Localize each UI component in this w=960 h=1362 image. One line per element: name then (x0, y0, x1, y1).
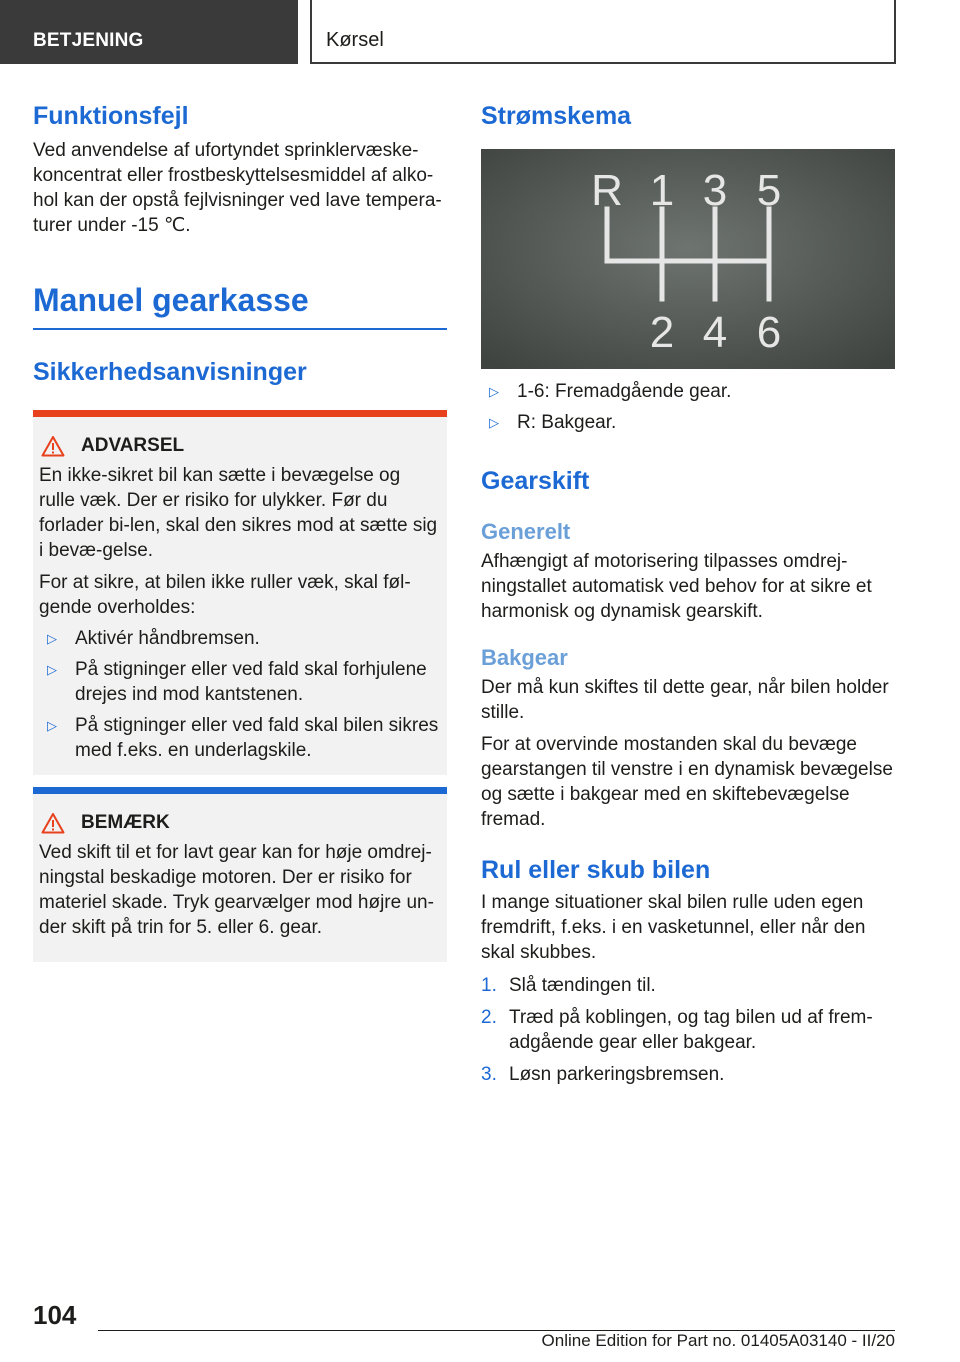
note-title: BEMÆRK (81, 812, 170, 833)
warning-box (33, 410, 447, 775)
note-bar (33, 787, 447, 794)
triangle-bullet-icon: ▷ (47, 662, 57, 677)
warning-triangle-icon (41, 812, 65, 834)
warning-title-row (39, 435, 441, 457)
list-item: 1. Slå tændingen til. (481, 975, 656, 996)
footer-edition: Online Edition for Part no. 01405A03140 - II/20 (541, 1331, 895, 1350)
header-section-label: BETJENING (33, 30, 144, 51)
reverse-text-1: Der må kun skiftes til dette gear, når bilen holder stille. (481, 677, 889, 723)
list-item: ▷ 1-6: Fremadgående gear. (489, 381, 732, 402)
warning-text-2: For at sikre, at bilen ikke ruller væk, skal føl-gende overholdes: (39, 572, 411, 618)
reverse-heading: Bakgear (481, 645, 568, 670)
roll-text: I mange situationer skal bilen rulle uden egen fremdrift, f.eks. i en vasketunnel, eller når den skal skubbes. (481, 892, 866, 963)
main-heading: Manuel gearkasse (33, 282, 309, 318)
gear-shift-pattern-image (481, 149, 895, 369)
list-item: ▷ Aktivér håndbremsen. (47, 628, 260, 649)
triangle-bullet-icon: ▷ (489, 384, 499, 399)
warning-triangle-icon (41, 435, 65, 457)
header-chapter-tab (310, 0, 896, 64)
list-item: ▷ På stigninger eller ved fald skal bilen sikres med f.eks. en underlagskile. (47, 715, 439, 761)
shift-pattern-heading: Strømskema (481, 102, 632, 130)
header-chapter-label: Kørsel (326, 29, 384, 51)
header-section-tab (0, 0, 298, 64)
triangle-bullet-icon: ▷ (47, 631, 57, 646)
gear-label-6: 6 (756, 308, 782, 357)
note-text: Ved skift til et for lavt gear kan for høje omdrej-ningstal beskadige motoren. Der er risiko for materiel skade. Tryk gearvælger mod højre un-der skift på trin for 5. eller 6. gear. (39, 842, 434, 938)
gear-label-r: R (591, 166, 623, 215)
general-text: Afhængigt af motorisering tilpasses omdrej-ningstallet automatisk ved behov for at sikre et harmonisk og dynamisk gearskift. (481, 551, 872, 622)
note-box (33, 787, 447, 962)
note-title-row (39, 812, 441, 834)
warning-bar (33, 410, 447, 417)
warning-list (39, 626, 441, 763)
triangle-bullet-icon: ▷ (489, 415, 499, 430)
right-column (481, 100, 895, 1087)
roll-heading: Rul eller skub bilen (481, 856, 711, 884)
gearshift-heading: Gearskift (481, 467, 590, 495)
gear-label-5: 5 (756, 166, 782, 215)
gear-label-4: 4 (702, 308, 728, 357)
malfunction-text: Ved anvendelse af ufortyndet sprinklervæske-koncentrat eller frostbeskyttelsesmiddel af alko-hol kan der opstå fejlvisninger ved lave tempera-turer under -15 ℃. (33, 140, 442, 236)
left-column (33, 100, 447, 962)
safety-heading: Sikkerhedsanvisninger (33, 358, 307, 386)
warning-title: ADVARSEL (81, 435, 185, 456)
roll-steps (481, 973, 895, 1087)
warning-text-1: En ikke-sikret bil kan sætte i bevægelse og rulle væk. Der er risiko for ulykker. Før du forlader bi-len, skal den sikres mod at sætte sig i bevæ-gelse. (39, 465, 438, 561)
gear-label-1: 1 (649, 166, 675, 215)
list-item: 3. Løsn parkeringsbremsen. (481, 1064, 725, 1085)
page-number: 104 (33, 1300, 77, 1330)
list-item: 2. Træd på koblingen, og tag bilen ud af frem-adgående gear eller bakgear. (481, 1007, 873, 1053)
reverse-text-2: For at overvinde mostanden skal du bevæge gearstangen til venstre i en dynamisk bevægelse og sætte i bakgear med en skiftebevægelse fremad. (481, 734, 893, 830)
list-item: ▷ På stigninger eller ved fald skal forhjulene drejes ind mod kantstenen. (47, 659, 427, 705)
triangle-bullet-icon: ▷ (47, 718, 57, 733)
general-heading: Generelt (481, 519, 571, 544)
gear-label-3: 3 (702, 166, 728, 215)
list-item: ▷ R: Bakgear. (489, 412, 617, 433)
malfunction-heading: Funktionsfejl (33, 102, 189, 130)
gear-list (481, 379, 895, 435)
main-heading-rule (33, 328, 447, 330)
gear-label-2: 2 (649, 308, 675, 357)
